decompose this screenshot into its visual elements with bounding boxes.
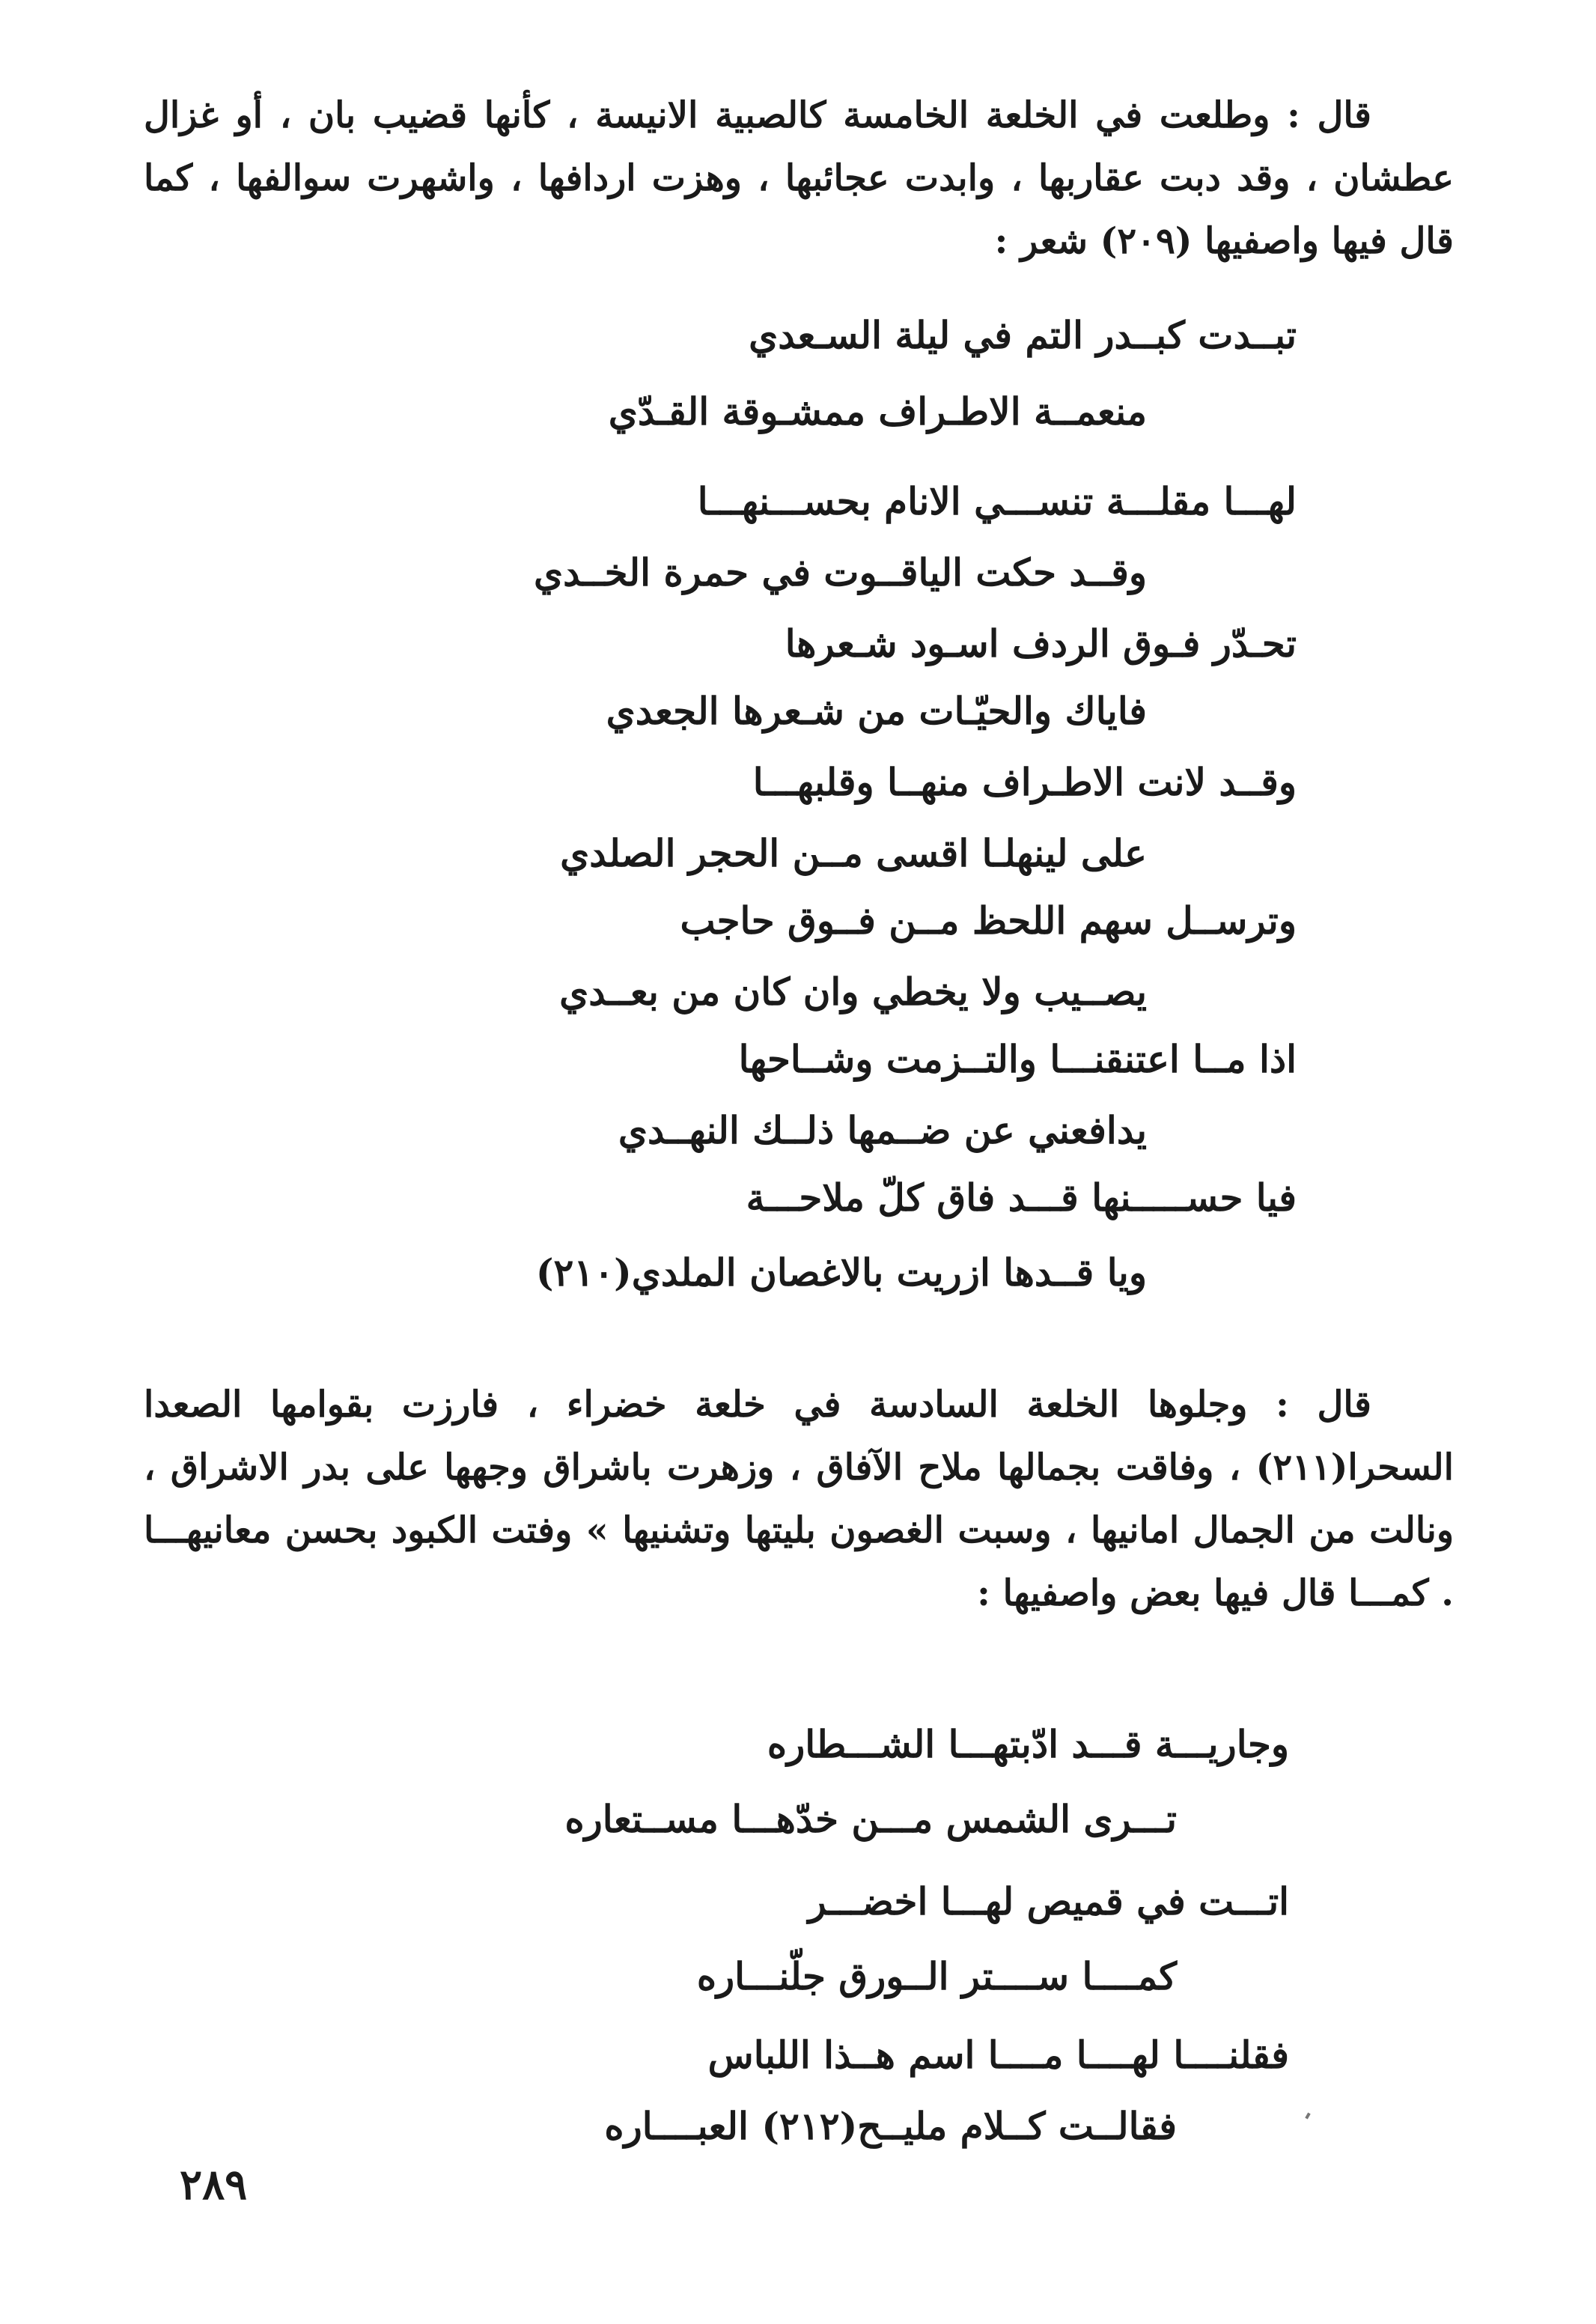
poem-1-line-4: وقــد حكت الياقــوت في حمرة الخــدي <box>533 550 1147 594</box>
poem-1-line-7: وقــد لانت الاطـراف منهــا وقلبهـــا <box>752 760 1297 804</box>
paragraph-1: قال : وطلعت في الخلعة الخامسة كالصبية الانيسة ، كأنها قضيب بان ، أو غزال عطشان ، وقد دبت عقاربها ، وابدت عجائبها ، وهزت اردافها ، واشهرت سوالفها ، كما قال فيها واصفيها (٢٠٩) شعر : <box>144 94 1454 262</box>
poem-1-line-11: اذا مــا اعتنقنـــا والتــزمت وشــاحها <box>738 1037 1297 1081</box>
poem-1-line-5: تحـدّر فـوق الردف اسـود شـعرها <box>785 621 1297 666</box>
poem-1-line-13: فيا حســـــنها قـــد فاق كلّ ملاحـــة <box>746 1175 1297 1220</box>
poem-1-line-10: يصــيب ولا يخطي وان كان من بعــدي <box>559 970 1147 1014</box>
poem-1-line-2: منعمــة الاطـراف ممشـوقة القـدّي <box>608 389 1147 434</box>
poem-1-line-1: تبــدت كبــدر التم في ليلة السـعدي <box>749 313 1297 357</box>
poem-1-line-14: ويا قــدها ازريت بالاغصان الملدي(٢١٠) <box>535 1250 1147 1295</box>
paragraph-2: قال : وجلوها الخلعة السادسة في خلعة خضراء ، فارزت بقوامها الصعدا السحرا(٢١١) ، وفاقت بجمالها ملاح الآفاق ، وزهرت باشراق وجهها على بدر الاشراق ، ونالت من الجمال امانيها ، وسبت الغصون بليتها وتشنيها » وفتت الكبود بحسن معانيهـــا . كمـــا قال فيها بعض واصفيها : <box>144 1384 1455 1614</box>
poem-1-line-12: يدافعني عن ضــمها ذلــك النهــدي <box>618 1108 1147 1152</box>
poem-2-line-1: وجاريـــة قـــد ادّبتهـــا الشـــطاره <box>767 1722 1289 1766</box>
page-number: ٢٨٩ <box>180 2160 248 2209</box>
poem-1-line-8: على لينهلـا اقسى مــن الحجر الصلدي <box>560 831 1147 875</box>
poem-1-line-6: فاياك والحيّـات من شـعرها الجعدي <box>606 689 1147 733</box>
poem-2-line-2: تـــرى الشمس مـــن خدّهـــا مســتعاره <box>564 1797 1177 1841</box>
poem-2-line-5: فقلنــــا لهــــا مــــا اسم هــذا اللباس <box>707 2033 1289 2077</box>
poem-2-line-3: اتـــت في قميص لهـــا اخضـــر <box>808 1879 1289 1923</box>
print-speck <box>1305 2113 1310 2120</box>
poem-2-line-4: كمــــا ســــتر الــورق جلّنـــاره <box>696 1954 1177 1998</box>
poem-1-line-9: وترســل سهم اللحظ مــن فــوق حاجب <box>680 898 1297 943</box>
poem-2-line-6: فقالــت كــلام مليــح(٢١٢) العبــــاره <box>604 2104 1177 2148</box>
poem-1-line-3: لهـــا مقلـــة تنســـي الانام بحســـنهـــا <box>697 479 1297 523</box>
